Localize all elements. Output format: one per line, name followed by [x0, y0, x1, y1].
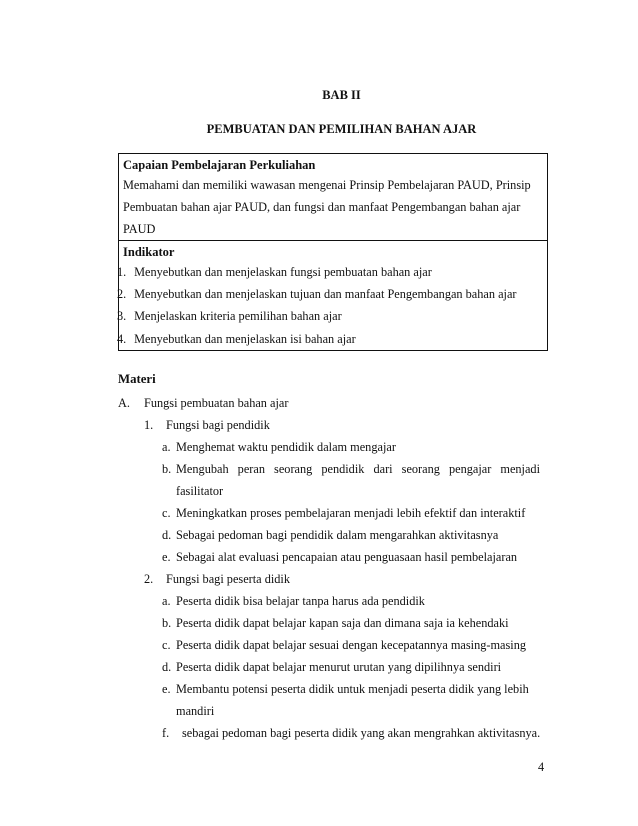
indikator-list: [117, 261, 547, 350]
list-item: [118, 524, 558, 546]
section-a: [118, 392, 558, 414]
indikator-item: [119, 305, 547, 327]
item-label: d.: [162, 660, 172, 674]
item-text: Peserta didik dapat belajar kapan saja dan dimana saja ia kehendaki: [176, 616, 509, 630]
item-label: a.: [162, 440, 171, 454]
capaian-section: [119, 154, 547, 240]
indikator-number: 2.: [117, 287, 127, 302]
indikator-number: 3.: [117, 309, 127, 324]
item-text: sebagai pedoman bagi peserta didik yang akan mengrahkan aktivitasnya.: [182, 726, 541, 740]
indikator-item: [119, 283, 547, 305]
list-item: [118, 678, 558, 700]
item-label: c.: [162, 638, 171, 652]
item-label: c.: [162, 506, 171, 520]
list-item: [118, 458, 558, 480]
list-item: [118, 546, 558, 568]
item-text: Sebagai alat evaluasi pencapaian atau penguasaan hasil pembelajaran: [176, 550, 518, 564]
item-text: Peserta didik dapat belajar sesuai dengan kecepatannya masing-masing: [176, 638, 526, 652]
indikator-text: Menyebutkan dan menjelaskan tujuan dan manfaat Pengembangan bahan ajar: [134, 287, 517, 302]
section-text: Fungsi pembuatan bahan ajar: [144, 396, 289, 410]
subsection-label: 2.: [144, 572, 154, 586]
item-label: a.: [162, 594, 171, 608]
indikator-text: Menyebutkan dan menjelaskan fungsi pembuatan bahan ajar: [134, 265, 432, 279]
indikator-number: 1.: [117, 265, 127, 279]
item-label: b.: [162, 616, 172, 630]
item-label: e.: [162, 682, 171, 696]
item-text: Membantu potensi peserta didik untuk menjadi peserta didik yang lebih: [176, 682, 529, 696]
materi-content: [118, 392, 558, 744]
item-label: b.: [162, 462, 172, 476]
indikator-section: [119, 240, 547, 350]
page-number: 4: [538, 760, 545, 774]
item-continuation-text: fasilitator: [176, 484, 224, 498]
capaian-line: Memahami dan memiliki wawasan mengenai Prinsip Pembelajaran PAUD, Prinsip: [123, 178, 531, 192]
subsection-label: 1.: [144, 418, 154, 432]
item-text: Menghemat waktu pendidik dalam mengajar: [176, 440, 396, 454]
subsection-2: [118, 568, 558, 590]
list-item: [118, 656, 558, 678]
subsection-text: Fungsi bagi pendidik: [166, 418, 270, 432]
list-item: [118, 590, 558, 612]
list-item-continuation: [118, 480, 558, 502]
indikator-text: Menjelaskan kriteria pemilihan bahan ajar: [134, 309, 342, 324]
item-continuation-text: mandiri: [176, 704, 215, 718]
item-text: Sebagai pedoman bagi pendidik dalam mengarahkan aktivitasnya: [176, 528, 499, 542]
capaian-line: Pembuatan bahan ajar PAUD, dan fungsi dan manfaat Pengembangan bahan ajar: [123, 200, 521, 214]
indikator-item: [119, 328, 547, 350]
subsection-text: Fungsi bagi peserta didik: [166, 572, 290, 586]
list-item: [118, 722, 558, 744]
item-text: Mengubah peran seorang pendidik dari seorang pengajar menjadi: [176, 462, 540, 476]
list-item: [118, 634, 558, 656]
indikator-number: 4.: [117, 331, 127, 346]
subsection-1: [118, 414, 558, 436]
chapter-heading: BAB II: [322, 88, 361, 102]
list-item: [118, 436, 558, 458]
indikator-heading: Indikator: [123, 245, 175, 259]
list-item: [118, 612, 558, 634]
indikator-text: Menyebutkan dan menjelaskan isi bahan ajar: [134, 331, 356, 346]
chapter-title: PEMBUATAN DAN PEMILIHAN BAHAN AJAR: [206, 122, 477, 136]
item-text: Peserta didik bisa belajar tanpa harus ada pendidik: [176, 594, 425, 608]
section-label: A.: [118, 396, 130, 410]
item-text: Peserta didik dapat belajar menurut urutan yang dipilihnya sendiri: [176, 660, 502, 674]
indikator-item: [119, 261, 547, 283]
materi-heading: Materi: [118, 372, 156, 386]
capaian-heading: Capaian Pembelajaran Perkuliahan: [123, 158, 316, 172]
list-item: [118, 502, 558, 524]
capaian-line: PAUD: [123, 222, 156, 236]
item-label: d.: [162, 528, 172, 542]
list-item-continuation: [118, 700, 558, 722]
item-text: Meningkatkan proses pembelajaran menjadi lebih efektif dan interaktif: [176, 506, 526, 520]
item-label: e.: [162, 550, 171, 564]
item-label: f.: [162, 726, 170, 740]
learning-outcomes-box: [118, 153, 548, 351]
